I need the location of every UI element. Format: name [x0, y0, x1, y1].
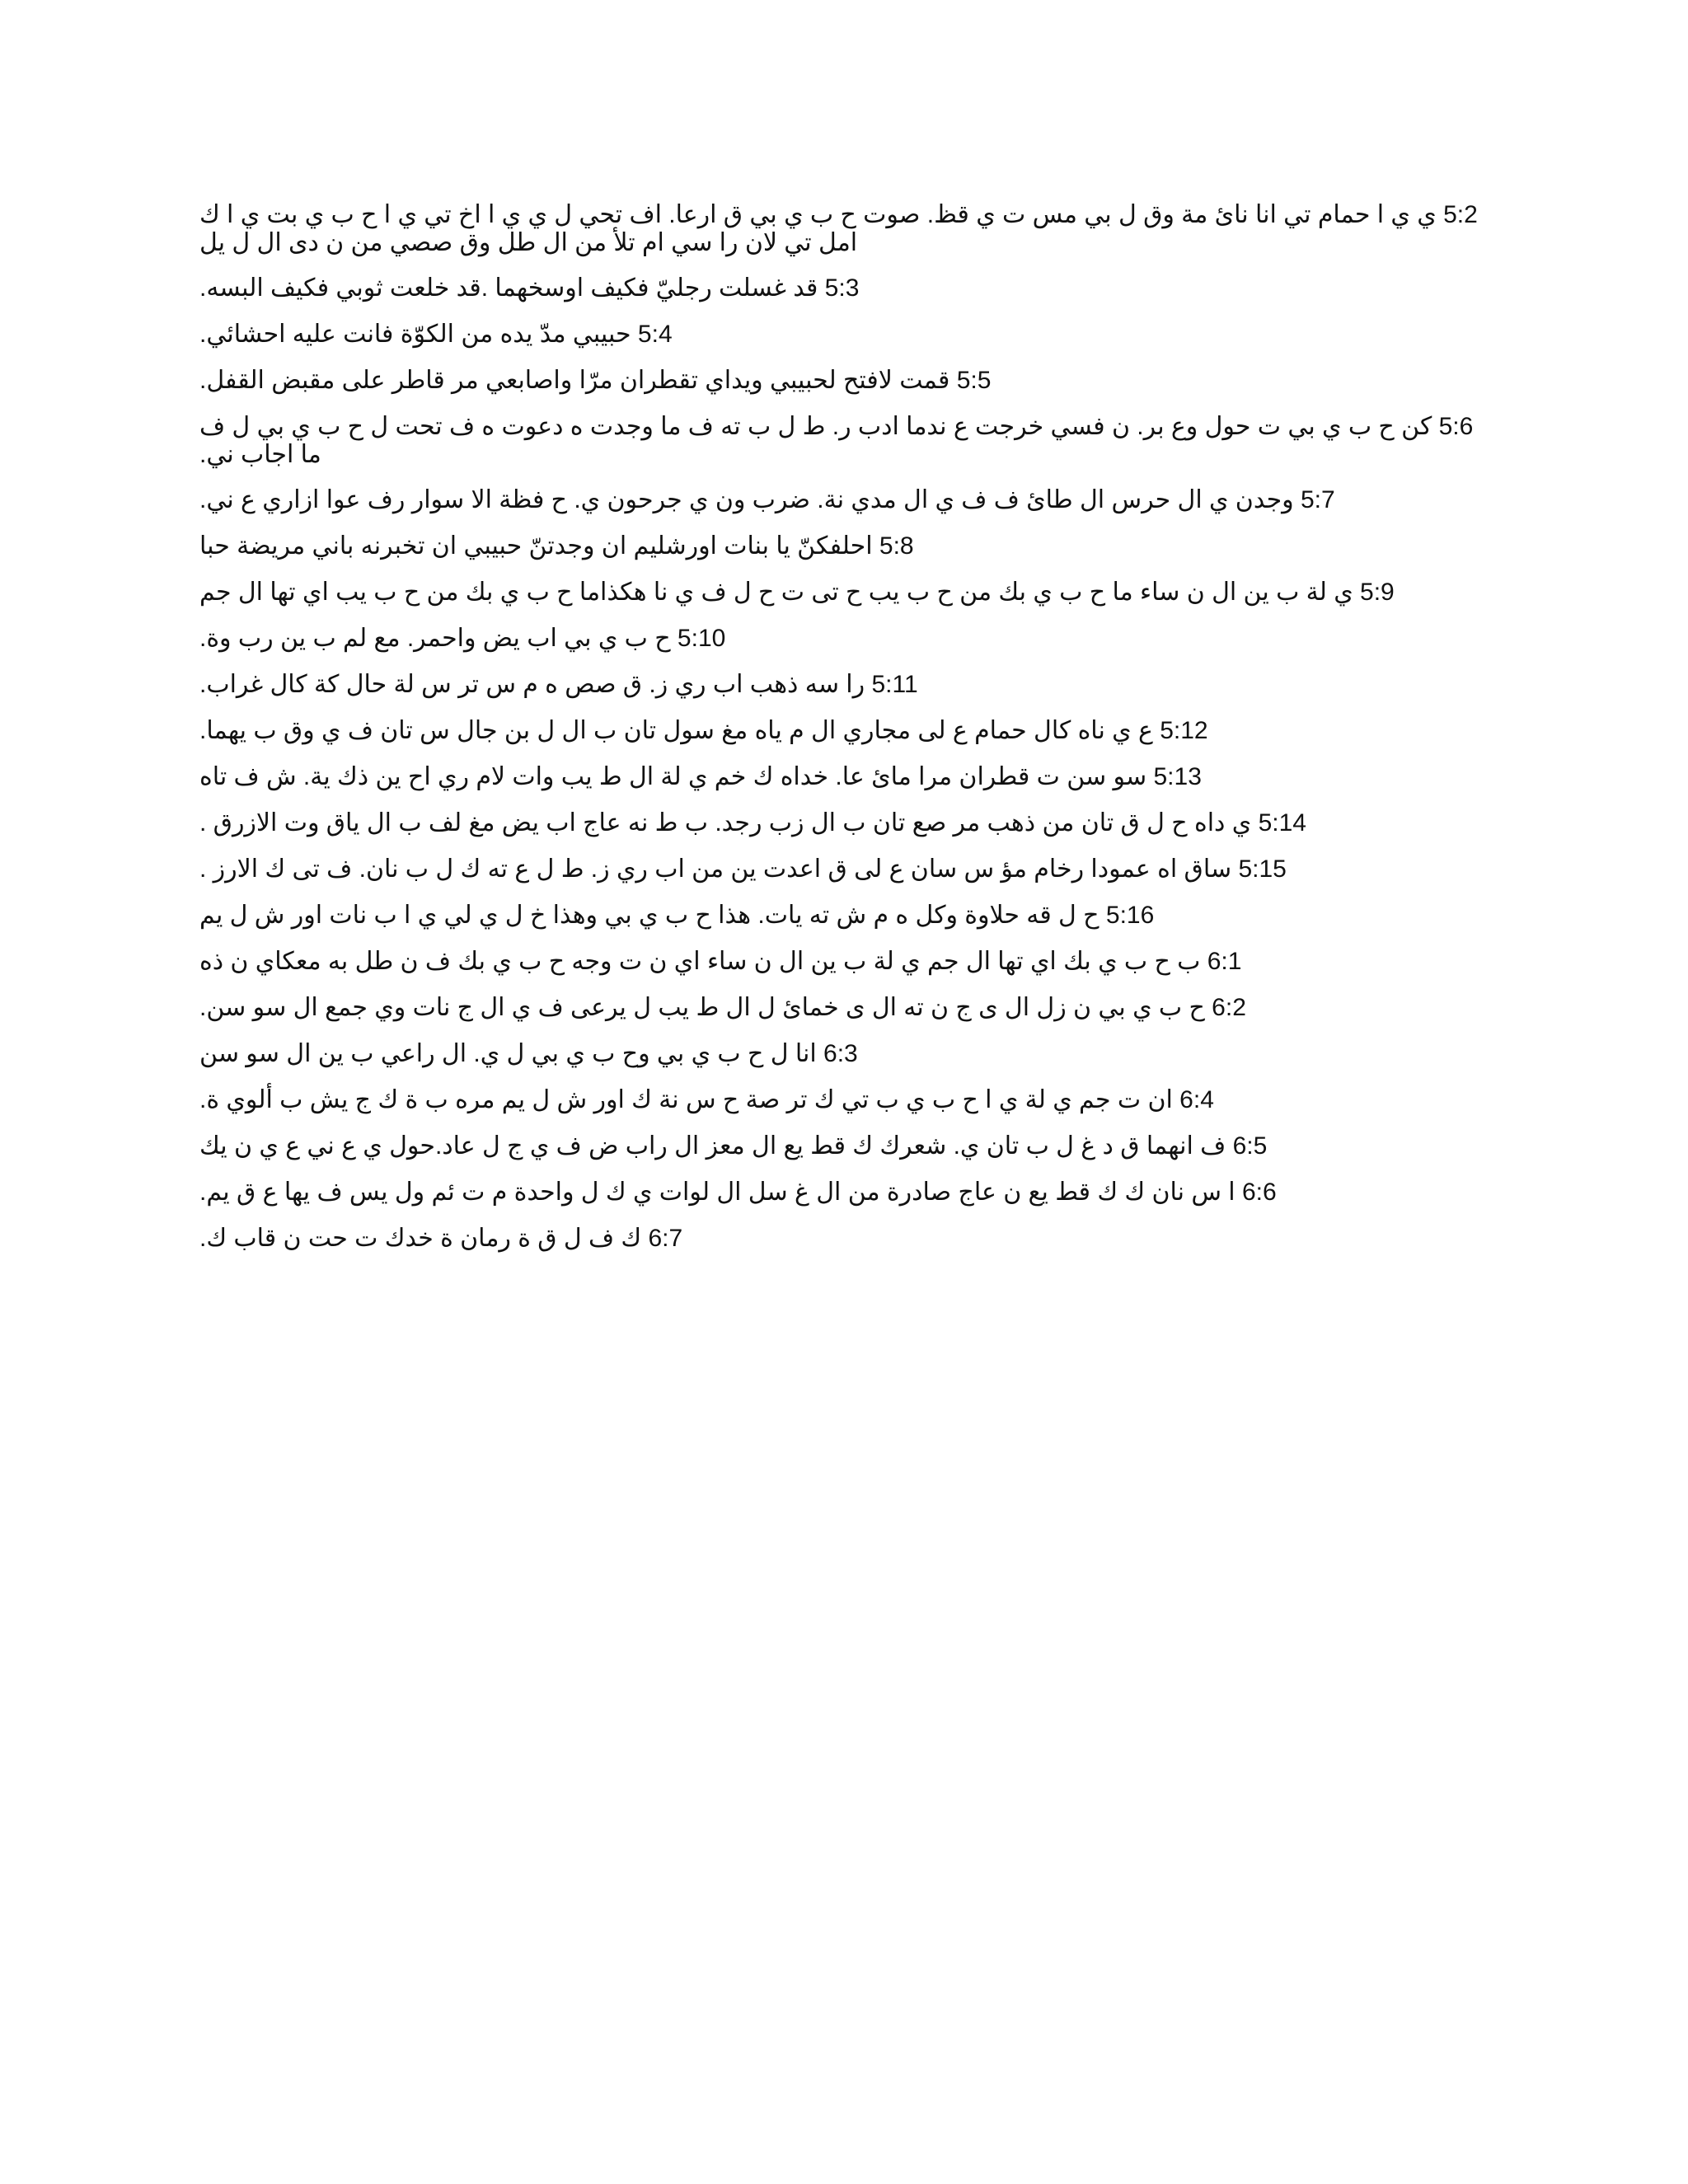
verse-line: 5:5 قمت لافتح لحبيبي ويداي تقطران مرّا واصابعي مر قاطر على مقبض القفل.: [199, 367, 992, 394]
verse-line: 6:3 انا ل ح ب ي بي وح ب ي بي ل ي. ال راعي ب ين ال سو سن: [199, 1040, 858, 1067]
verse-line: 5:3 قد غسلت رجليّ فكيف اوسخهما .قد خلعت ثوبي فكيف البسه.: [199, 274, 860, 302]
verse-line: 6:4 ان ت جم ي لة ي ا ح ب ي ب تي ك تر صة ح س نة ك اور ش ل يم مره ب ة ك ج يش ب ألوي ة.: [199, 1086, 1214, 1113]
verse-line: 5:2 ي ي ا حمام تي انا نائ مة وق ل بي مس ت ي قظ. صوت ح ب ي بي ق ارعا. اف تحي ل ي ي ا اخ تي ي ا ح ب ي بت ي ا ك امل تي لان را سي ام تلأ من ال طل وق صصي من ن دى ال ل يل: [199, 201, 1478, 256]
verse-line: 6:1 ب ح ب ي بك اي تها ال جم ي لة ب ين ال ن ساء اي ن ت وجه ح ب ي بك ف ن طل به معكاي ن ذه: [199, 948, 1242, 975]
verse-line: 5:16 ح ل قه حلاوة وكل ه م ش ته يات. هذا ح ب ي بي وهذا خ ل ي لي ي ا ب نات اور ش ل يم: [199, 902, 1155, 929]
verse-line: 5:11 را سه ذهب اب ري ز. ق صص ه م س تر س لة حال كة كال غراب.: [199, 671, 918, 698]
verse-line: 5:4 حبيبي مدّ يده من الكوّة فانت عليه احشائي.: [199, 321, 673, 348]
verse-line: 5:6 كن ح ب ي بي ت حول وع بر. ن فسي خرجت ع ندما ادب ر. ط ل ب ته ف ما وجدت ه دعوت ه ف تحت ل ح ب ي بي ل ف ما اجاب ني.: [199, 413, 1474, 468]
verse-line: 5:13 سو سن ت قطران مرا مائ عا. خداه ك خم ي لة ال ط يب وات لام ري اح ين ذك ية. ش ف تاه: [199, 763, 1202, 790]
verse-line: 6:2 ح ب ي بي ن زل ال ى ج ن ته ال ى خمائ ل ال ط يب ل يرعى ف ي ال ج نات وي جمع ال سو سن.: [199, 994, 1246, 1021]
verse-line: 5:10 ح ب ي بي اب يض واحمر. مع لم ب ين رب وة.: [199, 625, 726, 652]
verse-line: 5:7 وجدن ي ال حرس ال طائ ف ف ي ال مدي نة. ضرب ون ي جرحون ي. ح فظة الا سوار رف عوا ازاري ع ني.: [199, 486, 1335, 513]
verse-list: [199, 201, 1485, 1271]
verse-line: 5:14 ي داه ح ل ق تان من ذهب مر صع تان ب ال زب رجد. ب ط نه عاج اب يض مغ لف ب ال ياق وت الازرق .: [199, 809, 1306, 837]
verse-line: 5:8 احلفكنّ يا بنات اورشليم ان وجدتنّ حبيبي ان تخبرنه باني مريضة حبا: [199, 532, 914, 560]
verse-line: 6:7 ك ف ل ق ة رمان ة خدك ت حت ن قاب ك.: [199, 1225, 683, 1252]
verse-line: 5:9 ي لة ب ين ال ن ساء ما ح ب ي بك من ح ب يب ح تى ت ح ل ف ي نا هكذاما ح ب ي بك من ح ب يب اي تها ال جم: [199, 579, 1395, 606]
verse-line: 6:6 ا س نان ك ك قط يع ن عاج صادرة من ال غ سل ال لوات ي ك ل واحدة م ت ئم ول يس ف يها ع ق يم.: [199, 1179, 1277, 1206]
verse-line: 5:15 ساق اه عمودا رخام مؤ س سان ع لى ق اعدت ين من اب ري ز. ط ل ع ته ك ل ب نان. ف تى ك الارز .: [199, 855, 1287, 883]
verse-line: 5:12 ع ي ناه كال حمام ع لى مجاري ال م ياه مغ سول تان ب ال ل بن جال س تان ف ي وق ب يهما.: [199, 717, 1208, 744]
verse-line: 6:5 ف انهما ق د غ ل ب تان ي. شعرك ك قط يع ال معز ال راب ض ف ي ج ل عاد.حول ي ع ني ع ي ن يك: [199, 1132, 1268, 1160]
